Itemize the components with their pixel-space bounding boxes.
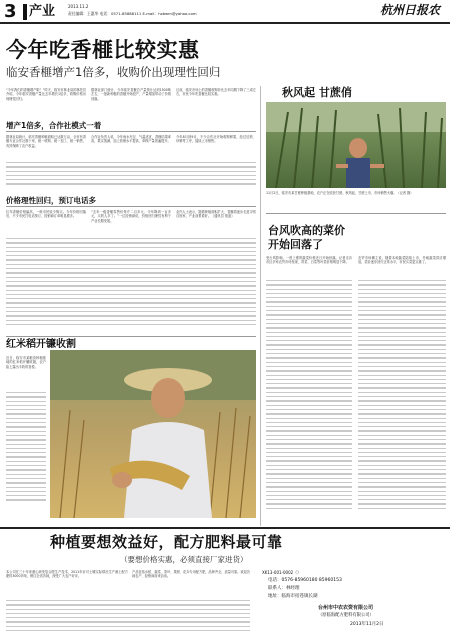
subhead-2-rule	[6, 206, 256, 207]
farmer-illustration	[50, 350, 256, 518]
ad-body-col2: 产品包括水稻、蔬菜、茶叶、果树、花卉专用配方肥，品种齐全，质量可靠。欢迎各地农户、经销商前来洽谈。	[132, 570, 250, 579]
section-block	[23, 4, 27, 20]
rice-title: 红米稻开镰收割	[6, 339, 76, 350]
ad-phone: 电话：0576-85960180 85960153	[268, 578, 342, 583]
text-filler	[6, 238, 256, 328]
feature-caption: 11月2日，临安市某甘蔗种植基地，农户正在收获甘蔗。秋风起，甘蔗上市，市场销售火爆。（记者 摄）	[266, 191, 414, 195]
subhead-1-rule	[6, 131, 256, 132]
lead-body2-col1: 往年香榧价格偏高，一般市民较少购买。今年价格回落后，不少市民打电话预订，经销商订单明显增多。	[6, 210, 86, 219]
page-number: 3	[4, 1, 17, 22]
text-filler	[358, 280, 446, 512]
feature-divider	[266, 213, 446, 214]
masthead: 杭州日报农	[380, 3, 441, 17]
lead-subtitle: 临安香榧增产1倍多，收购价出现理性回归	[6, 65, 221, 79]
lead-subhead-2: 价格理性回归，预订电话多	[6, 196, 96, 205]
veg-body-col2: 农贸市场摊主说，随着本地蔬菜陆续上市，外地蔬菜供应增加，菜价逐步回归正常水平，市民买菜更实惠了。	[358, 256, 446, 265]
sugarcane-illustration	[266, 102, 446, 188]
ad-title: 种植要想效益好，配方肥料最可靠	[50, 533, 283, 551]
rice-divider	[6, 336, 256, 337]
text-filler	[6, 392, 46, 504]
header-date: 2013.11.2	[68, 4, 89, 9]
lead-body1-col2: 合作社负责人说，今年雨水充足、气温适宜，香榧结果率高，果实饱满，加上管理水平提高，单株产量普遍提升。	[91, 135, 171, 144]
ad-contact: 联系人：林经理	[268, 586, 300, 591]
lead-title: 今年吃香榧比较实惠	[6, 38, 200, 62]
header-editor-line: 责任编辑：王惠华 电话：0571-85888111 E-mail：hzbwm@yahoo.com	[68, 11, 197, 16]
section-label: 产业	[29, 4, 56, 19]
lead-intro-col3: 目前，临安市场上的香榧收购价比去年同期下降了三成左右，市民今年吃香榧比较实惠。	[176, 88, 256, 97]
text-filler	[6, 162, 256, 188]
ad-address: 地址：临海市括苍镇长湖	[268, 594, 318, 599]
lead-body1-col3: 今年8月到9月，不少合作社开始收购鲜果，经过后熟、炒制等工序，陆续上市销售。	[176, 135, 256, 144]
header-rule	[0, 22, 450, 24]
column-separator	[260, 86, 261, 526]
veg-title-line2: 开始回落了	[268, 238, 323, 251]
text-filler	[6, 600, 250, 634]
lead-body2-col3: 业内人士表示，随着种植面积扩大，香榧将逐步走进寻常百姓家，产业前景看好。（通讯员 报道）	[176, 210, 256, 219]
veg-title: 台风吹高的菜价	[268, 224, 345, 237]
lead-body2-col2: “去年一级香榧零售价每斤二百多元，今年降到一百多元，买的人多了。”一位经销商说，价格回归理性有利于产业长期发展。	[91, 210, 171, 223]
lead-intro-col2: 据林业部门统计，今年临安香榧总产量预计达到1500吨左右，一批新种植的香榧开始投产，产量增加带动了价格回落。	[91, 88, 171, 101]
rice-photo	[50, 350, 256, 518]
ad-code: XK13-001-0002（）	[262, 570, 302, 575]
ad-subtitle: （要想价格实惠，必须直接厂家进货）	[120, 555, 248, 564]
ad-date: 2013年11月2日	[350, 622, 384, 627]
lead-body1-col1: 据林业局统计，临安香榧种植面积已达数万亩，全市有香榧专业合作社数十家，统一收购、统一加工、统一销售，有效保障了农户收益。	[6, 135, 86, 148]
rice-caption: 近日，临安市某粮食种植基地的红米稻开镰收割，农户脸上露出丰收的喜悦。	[6, 356, 46, 369]
ad-top-rule	[0, 527, 450, 529]
text-filler	[266, 280, 352, 512]
ad-company: 台州市中农农资有限公司	[318, 605, 374, 611]
ad-company-former: （原临海配方肥料有限公司）	[318, 613, 374, 618]
sugarcane-photo	[266, 102, 446, 188]
lead-subhead-1: 增产1倍多，合作社模式一着	[6, 121, 102, 130]
veg-body-col1: 受台风影响，一度上涨的蔬菜价格近日开始回落。记者走访市区多家农贸市场发现，青菜、白菜等叶菜价格明显下降。	[266, 256, 352, 265]
lead-intro-col1: “今年我们的香榧增产啦！”昨天，临安市林业局的林技员介绍，今年临安香榧产量比去年增长1倍多，收购价格出现理性回归。	[6, 88, 86, 101]
ad-body-col1: 本公司在三十年来潜心研发复合肥生产技术，2011年针对土壤实际情况生产测土配方肥料3000多吨，销往全省各地，深受广大农户好评。	[6, 570, 128, 579]
feature-title: 秋风起 甘蔗俏	[282, 86, 352, 99]
